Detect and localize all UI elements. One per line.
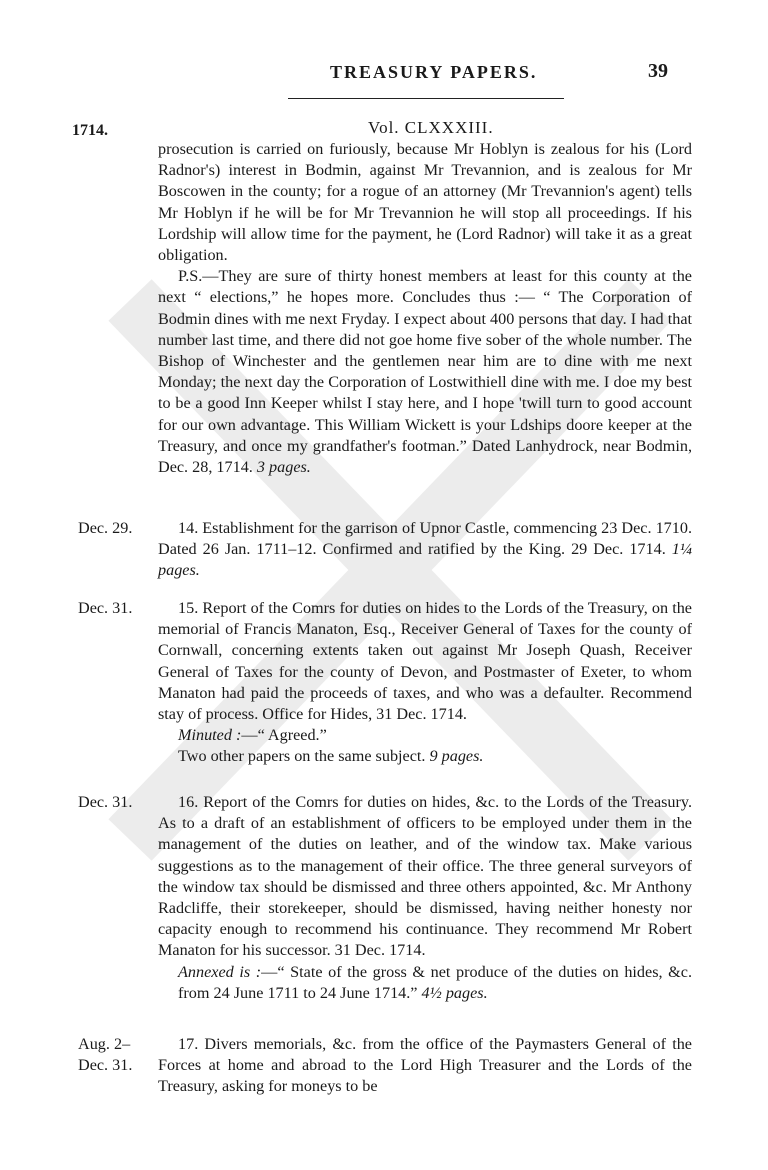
entry-pages: 4½ pages. [421,983,488,1002]
entry-text [158,518,692,582]
entry-body: 14. Establishment for the garrison of Upnor Castle, commencing 23 Dec. 1710. Dated 26 Jan. 1711–12. Confirmed and ratified by the King. 29 Dec. 1714. [158,519,692,559]
minuted-text: —“ Agreed.” [241,726,327,745]
entry-body: 17. Divers memorials, &c. from the office of the Paymasters General of the Forces at home and abroad to the Lord High Treasurer and the Lords of the Treasury, asking for moneys to be [158,1035,692,1096]
annexed-label: Annexed is : [178,962,262,981]
header-rule [288,98,564,99]
continuation-block [158,139,692,478]
other-papers-line [158,746,692,767]
minuted-line [158,725,692,746]
entry-15 [158,598,692,768]
entry-body: 16. Report of the Comrs for duties on hides, &c. to the Lords of the Treasury. As to a draft of an establishment of officers to be employed under them in the management of the duties on leather, and of the window tax. Make various suggestions as to the management of their office. The three general surveyors of the window tax should be dismissed and three others appointed, &c. Mr Anthony Radcliffe, their storekeeper, should be dismissed, having neither honesty nor capacity enough to recommend his continuance. They recommend Mr Robert Manaton for his successor. 31 Dec. 1714. [158,793,692,960]
entry-date-range [78,1034,132,1076]
year-label: 1714. [72,122,108,139]
entry-16 [158,792,692,1004]
annexed-line [158,962,692,1004]
entry-14 [158,518,692,582]
postscript-text: P.S.—They are sure of thirty honest members at least for this county at the next “ elections,” he hopes more. Concludes thus :— “ The Corporation of Bodmin dines with me next Fryday. I expect about 400 persons that day. I had that number last time, and there did not goe home five sober of the whole number. The Bishop of Winchester and the gentlemen near him are to dine with me next Monday; the next day the Corporation of Lostwithiell dine with me. I doe my best to be a good Inn Keeper whilst I stay here, and I hope 'twill turn to good account for our own advantage. This William Wickett is your Ldships doore keeper at the Treasury, and once my grandfather's footman.” Dated Lanhydrock, near Bodmin, Dec. 28, 1714. [158,267,692,477]
continuation-paragraph: prosecution is carried on furiously, because Mr Hoblyn is zealous for his (Lord Radnor's) interest in Bodmin, against Mr Trevannion, and is zealous for Mr Boscowen in the county; for a rogue of an attorney (Mr Trevannion's agent) tells Mr Hoblyn if he will be for Mr Trevannion he will stop all proceedings. If his Lordship will allow time for the payment, he (Lord Radnor) will take it as a great obligation. [158,140,692,265]
entry-pages: 1¼ pages. [158,540,692,580]
postscript-pages: 3 pages. [256,458,311,477]
entry-pages: 9 pages. [429,747,484,766]
entry-body: 15. Report of the Comrs for duties on hides to the Lords of the Treasury, on the memorial of Francis Manaton, Esq., Receiver General of Taxes for the county of Cornwall, concerning extents taken out against Mr Joseph Quash, Receiver General of Taxes for the county of Devon, and Postmaster of Exeter, to whom Manaton had paid the proceeds of taxes, and who was a defaulter. Recommend stay of process. Office for Hides, 31 Dec. 1714. [158,599,692,724]
entry-17 [158,1034,692,1098]
entry-date-end: Dec. 31. [78,1056,133,1075]
entry-date: Dec. 31. [78,793,133,811]
page-number: 39 [648,60,668,82]
other-papers-text: Two other papers on the same subject. [178,747,426,766]
volume-label: Vol. CLXXXIII. [368,118,494,137]
entry-date: Dec. 29. [78,519,133,537]
minuted-label: Minuted : [178,726,242,745]
entry-date-start: Aug. 2– [78,1035,131,1053]
postscript-paragraph [158,266,692,478]
annexed-text: —“ State of the gross & net produce of the duties on hides, &c. from 24 June 1711 to 24 June 1714.” [178,962,692,1002]
running-head: TREASURY PAPERS. [330,62,538,82]
entry-date: Dec. 31. [78,599,133,617]
